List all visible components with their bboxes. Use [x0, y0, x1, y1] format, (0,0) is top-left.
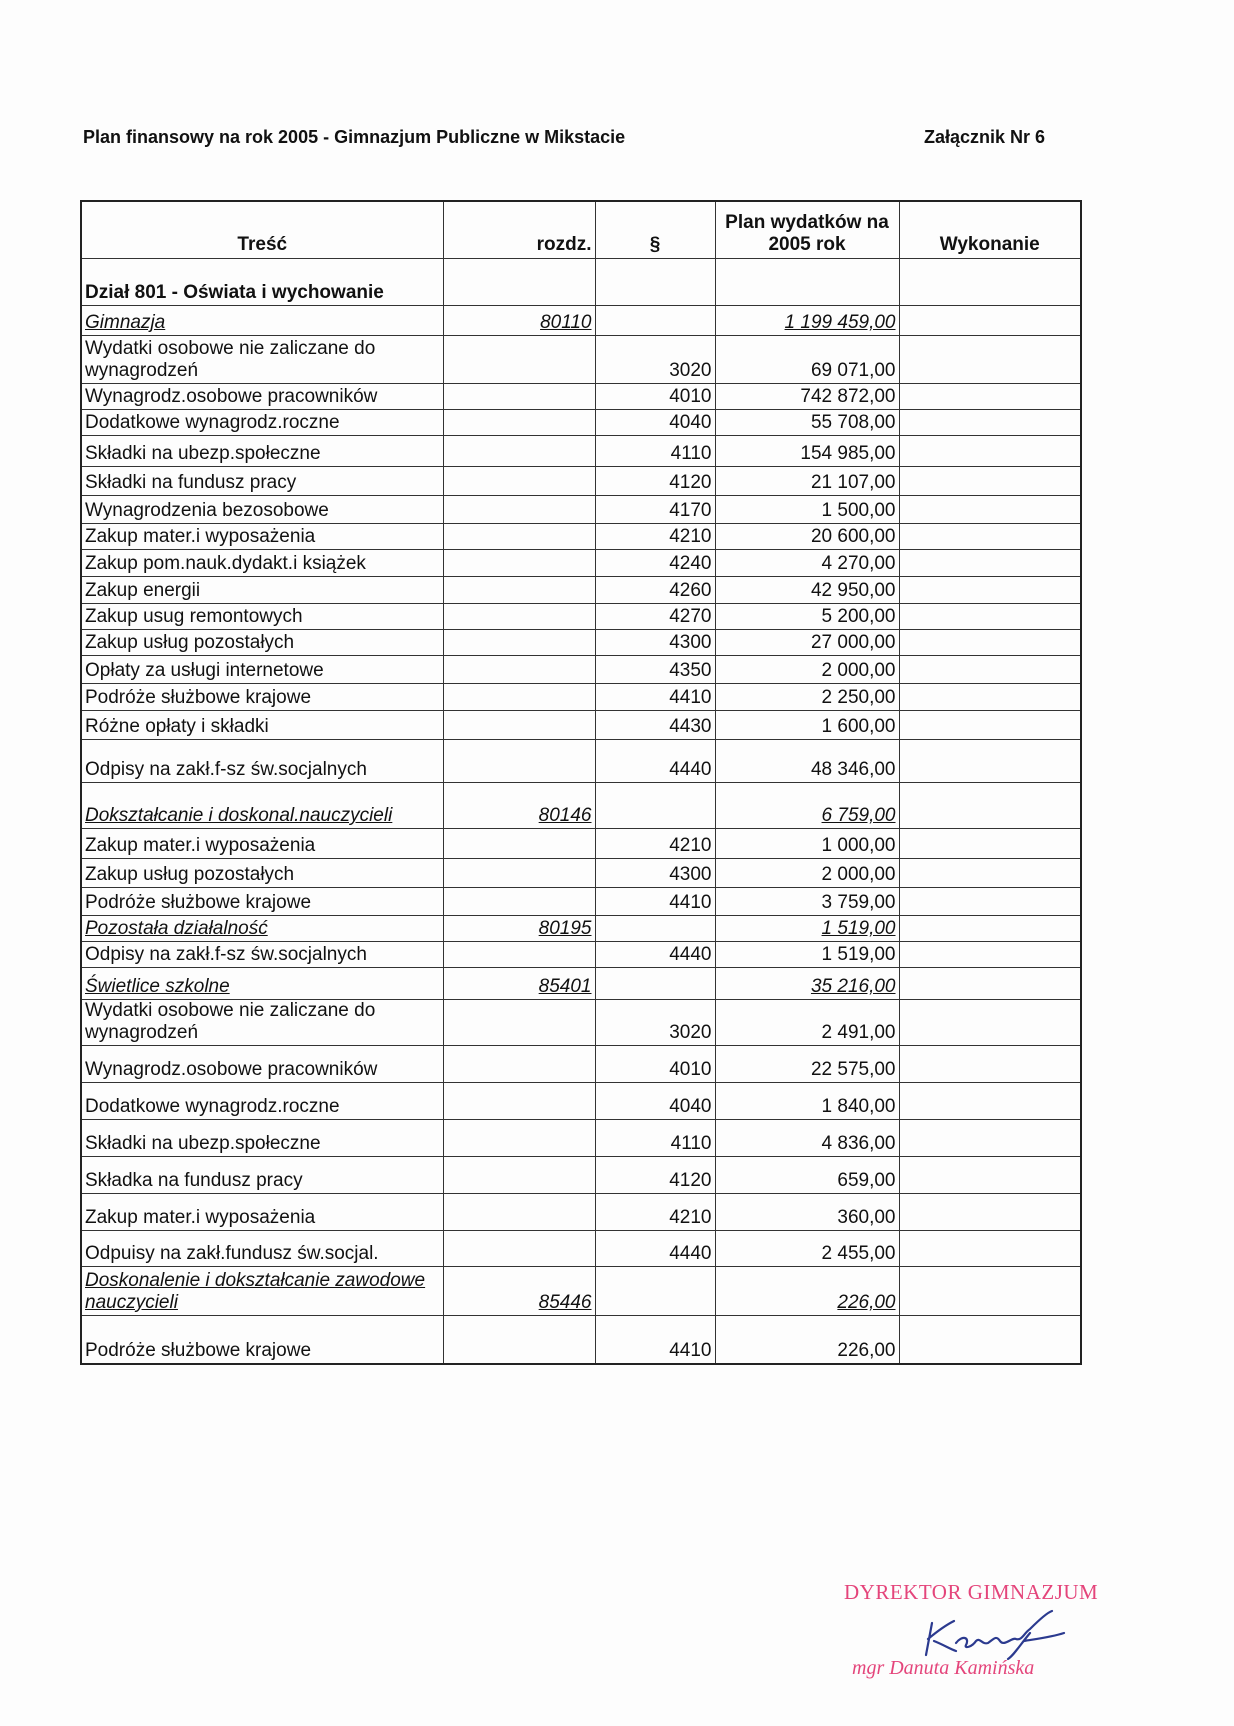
cell-wykonanie — [899, 336, 1081, 384]
cell-rozdz — [443, 259, 595, 306]
cell-plan: 226,00 — [715, 1316, 899, 1364]
cell-wykonanie — [899, 740, 1081, 783]
cell-paragraph: 4010 — [595, 1046, 715, 1083]
cell-wykonanie — [899, 467, 1081, 496]
cell-tresc: Dodatkowe wynagrodz.roczne — [81, 1083, 443, 1120]
cell-plan: 1 840,00 — [715, 1083, 899, 1120]
cell-wykonanie — [899, 1316, 1081, 1364]
cell-plan: 1 199 459,00 — [715, 306, 899, 336]
cell-tresc: Zakup mater.i wyposażenia — [81, 829, 443, 859]
cell-plan: 659,00 — [715, 1157, 899, 1194]
cell-plan: 1 519,00 — [715, 942, 899, 968]
cell-tresc: Dokształcanie i doskonal.nauczycieli — [81, 783, 443, 829]
cell-paragraph — [595, 259, 715, 306]
cell-tresc: Wydatki osobowe nie zaliczane do wynagrodzeń — [81, 1000, 443, 1046]
table-row — [81, 942, 1081, 968]
table-row — [81, 740, 1081, 783]
cell-wykonanie — [899, 1194, 1081, 1231]
cell-rozdz — [443, 711, 595, 740]
cell-paragraph: 4350 — [595, 656, 715, 684]
table-row — [81, 436, 1081, 467]
cell-wykonanie — [899, 577, 1081, 604]
cell-rozdz — [443, 740, 595, 783]
cell-wykonanie — [899, 306, 1081, 336]
director-stamp — [844, 1575, 1144, 1705]
cell-wykonanie — [899, 829, 1081, 859]
table-row — [81, 1316, 1081, 1364]
cell-rozdz — [443, 336, 595, 384]
table-row — [81, 1157, 1081, 1194]
cell-rozdz — [443, 942, 595, 968]
cell-plan: 1 600,00 — [715, 711, 899, 740]
cell-plan — [715, 259, 899, 306]
cell-tresc: Pozostała działalność — [81, 916, 443, 942]
cell-rozdz: 80146 — [443, 783, 595, 829]
cell-rozdz — [443, 888, 595, 916]
cell-tresc: Dział 801 - Oświata i wychowanie — [81, 259, 443, 306]
cell-plan: 21 107,00 — [715, 467, 899, 496]
cell-wykonanie — [899, 1267, 1081, 1316]
cell-plan: 69 071,00 — [715, 336, 899, 384]
cell-rozdz — [443, 496, 595, 524]
table-row — [81, 711, 1081, 740]
financial-plan-table — [80, 200, 1082, 1365]
cell-rozdz: 85401 — [443, 968, 595, 1000]
cell-plan: 20 600,00 — [715, 524, 899, 550]
table-row — [81, 384, 1081, 410]
column-header-wykonanie: Wykonanie — [899, 201, 1081, 259]
cell-tresc: Odpuisy na zakł.fundusz św.socjal. — [81, 1231, 443, 1267]
cell-rozdz — [443, 656, 595, 684]
cell-wykonanie — [899, 1000, 1081, 1046]
cell-wykonanie — [899, 684, 1081, 711]
cell-wykonanie — [899, 1046, 1081, 1083]
cell-tresc: Świetlice szkolne — [81, 968, 443, 1000]
cell-wykonanie — [899, 783, 1081, 829]
cell-paragraph: 4040 — [595, 410, 715, 436]
cell-paragraph: 3020 — [595, 1000, 715, 1046]
cell-paragraph: 4040 — [595, 1083, 715, 1120]
cell-plan: 35 216,00 — [715, 968, 899, 1000]
cell-tresc: Odpisy na zakł.f-sz św.socjalnych — [81, 740, 443, 783]
cell-plan: 1 500,00 — [715, 496, 899, 524]
cell-wykonanie — [899, 1083, 1081, 1120]
cell-tresc: Doskonalenie i dokształcanie zawodowe nauczycieli — [81, 1267, 443, 1316]
table-row — [81, 656, 1081, 684]
column-header-paragraph: § — [595, 201, 715, 259]
cell-paragraph: 4110 — [595, 1120, 715, 1157]
cell-tresc: Zakup mater.i wyposażenia — [81, 1194, 443, 1231]
cell-rozdz — [443, 630, 595, 656]
cell-paragraph: 4010 — [595, 384, 715, 410]
cell-tresc: Opłaty za usługi internetowe — [81, 656, 443, 684]
cell-wykonanie — [899, 942, 1081, 968]
cell-tresc: Zakup usług pozostałych — [81, 630, 443, 656]
cell-paragraph: 4410 — [595, 684, 715, 711]
cell-paragraph — [595, 306, 715, 336]
cell-paragraph: 4300 — [595, 630, 715, 656]
cell-paragraph — [595, 916, 715, 942]
cell-tresc: Gimnazja — [81, 306, 443, 336]
cell-tresc: Podróże służbowe krajowe — [81, 684, 443, 711]
cell-plan: 4 836,00 — [715, 1120, 899, 1157]
cell-rozdz — [443, 829, 595, 859]
cell-wykonanie — [899, 1231, 1081, 1267]
cell-paragraph — [595, 1267, 715, 1316]
cell-paragraph: 4410 — [595, 888, 715, 916]
cell-tresc: Wynagrodz.osobowe pracowników — [81, 384, 443, 410]
cell-tresc: Składki na ubezp.społeczne — [81, 1120, 443, 1157]
cell-plan: 55 708,00 — [715, 410, 899, 436]
table-row — [81, 524, 1081, 550]
cell-tresc: Odpisy na zakł.f-sz św.socjalnych — [81, 942, 443, 968]
cell-paragraph: 4270 — [595, 604, 715, 630]
cell-paragraph — [595, 783, 715, 829]
column-header-tresc: Treść — [81, 201, 443, 259]
cell-plan: 742 872,00 — [715, 384, 899, 410]
cell-rozdz — [443, 436, 595, 467]
cell-rozdz: 85446 — [443, 1267, 595, 1316]
cell-tresc: Zakup mater.i wyposażenia — [81, 524, 443, 550]
table-row — [81, 888, 1081, 916]
cell-tresc: Zakup usług pozostałych — [81, 859, 443, 888]
cell-wykonanie — [899, 859, 1081, 888]
column-header-rozdz: rozdz. — [443, 201, 595, 259]
cell-tresc: Dodatkowe wynagrodz.roczne — [81, 410, 443, 436]
cell-rozdz — [443, 1046, 595, 1083]
cell-plan: 2 000,00 — [715, 859, 899, 888]
cell-rozdz — [443, 467, 595, 496]
cell-plan: 2 491,00 — [715, 1000, 899, 1046]
cell-plan: 4 270,00 — [715, 550, 899, 577]
cell-paragraph: 4210 — [595, 1194, 715, 1231]
cell-wykonanie — [899, 916, 1081, 942]
cell-plan: 6 759,00 — [715, 783, 899, 829]
cell-plan: 3 759,00 — [715, 888, 899, 916]
cell-tresc: Zakup energii — [81, 577, 443, 604]
cell-rozdz — [443, 410, 595, 436]
cell-wykonanie — [899, 259, 1081, 306]
cell-wykonanie — [899, 1157, 1081, 1194]
cell-wykonanie — [899, 1120, 1081, 1157]
cell-plan: 27 000,00 — [715, 630, 899, 656]
cell-rozdz — [443, 1083, 595, 1120]
cell-wykonanie — [899, 410, 1081, 436]
table-body — [81, 259, 1081, 1364]
cell-tresc: Podróże służbowe krajowe — [81, 888, 443, 916]
section-row — [81, 968, 1081, 1000]
cell-plan: 154 985,00 — [715, 436, 899, 467]
cell-paragraph: 4120 — [595, 467, 715, 496]
cell-wykonanie — [899, 656, 1081, 684]
cell-rozdz — [443, 1316, 595, 1364]
cell-wykonanie — [899, 604, 1081, 630]
cell-paragraph: 4300 — [595, 859, 715, 888]
cell-rozdz — [443, 577, 595, 604]
table-row — [81, 829, 1081, 859]
cell-paragraph: 4120 — [595, 1157, 715, 1194]
cell-paragraph: 4210 — [595, 829, 715, 859]
cell-tresc: Składki na fundusz pracy — [81, 467, 443, 496]
cell-plan: 1 000,00 — [715, 829, 899, 859]
cell-rozdz: 80110 — [443, 306, 595, 336]
cell-paragraph — [595, 968, 715, 1000]
cell-tresc: Zakup usug remontowych — [81, 604, 443, 630]
table-row — [81, 1083, 1081, 1120]
cell-tresc: Wydatki osobowe nie zaliczane do wynagrodzeń — [81, 336, 443, 384]
section-row — [81, 306, 1081, 336]
table-row — [81, 1046, 1081, 1083]
cell-plan: 2 455,00 — [715, 1231, 899, 1267]
cell-paragraph: 4260 — [595, 577, 715, 604]
cell-paragraph: 4170 — [595, 496, 715, 524]
page-title: Plan finansowy na rok 2005 - Gimnazjum Publiczne w Mikstacie — [83, 127, 626, 147]
cell-rozdz: 80195 — [443, 916, 595, 942]
cell-rozdz — [443, 1157, 595, 1194]
signature-icon — [904, 1593, 1104, 1663]
cell-wykonanie — [899, 711, 1081, 740]
cell-paragraph: 3020 — [595, 336, 715, 384]
stamp-title: DYREKTOR GIMNAZJUM — [844, 1580, 1099, 1604]
cell-tresc: Składka na fundusz pracy — [81, 1157, 443, 1194]
cell-tresc: Podróże służbowe krajowe — [81, 1316, 443, 1364]
section-row — [81, 783, 1081, 829]
cell-rozdz — [443, 684, 595, 711]
cell-tresc: Wynagrodzenia bezosobowe — [81, 496, 443, 524]
section-row — [81, 916, 1081, 942]
table-row — [81, 1231, 1081, 1267]
cell-plan: 2 250,00 — [715, 684, 899, 711]
cell-rozdz — [443, 1120, 595, 1157]
table-row — [81, 859, 1081, 888]
stamp-name: mgr Danuta Kamińska — [852, 1657, 1035, 1679]
cell-rozdz — [443, 550, 595, 577]
cell-paragraph: 4430 — [595, 711, 715, 740]
cell-wykonanie — [899, 436, 1081, 467]
cell-wykonanie — [899, 496, 1081, 524]
table-row — [81, 1120, 1081, 1157]
cell-rozdz — [443, 859, 595, 888]
cell-plan: 226,00 — [715, 1267, 899, 1316]
cell-tresc: Wynagrodz.osobowe pracowników — [81, 1046, 443, 1083]
table-row — [81, 684, 1081, 711]
cell-rozdz — [443, 604, 595, 630]
cell-paragraph: 4110 — [595, 436, 715, 467]
table-row — [81, 1000, 1081, 1046]
cell-plan: 360,00 — [715, 1194, 899, 1231]
table-row — [81, 550, 1081, 577]
table-row — [81, 467, 1081, 496]
cell-wykonanie — [899, 524, 1081, 550]
cell-paragraph: 4210 — [595, 524, 715, 550]
cell-plan: 48 346,00 — [715, 740, 899, 783]
cell-wykonanie — [899, 550, 1081, 577]
column-header-plan: Plan wydatków na 2005 rok — [715, 201, 899, 259]
cell-plan: 1 519,00 — [715, 916, 899, 942]
section-row — [81, 1267, 1081, 1316]
table-row — [81, 410, 1081, 436]
cell-plan: 22 575,00 — [715, 1046, 899, 1083]
cell-paragraph: 4240 — [595, 550, 715, 577]
cell-plan: 2 000,00 — [715, 656, 899, 684]
cell-paragraph: 4410 — [595, 1316, 715, 1364]
cell-tresc: Zakup pom.nauk.dydakt.i książek — [81, 550, 443, 577]
table-row — [81, 630, 1081, 656]
cell-wykonanie — [899, 384, 1081, 410]
cell-rozdz — [443, 524, 595, 550]
cell-rozdz — [443, 1231, 595, 1267]
table-header-row — [81, 201, 1081, 259]
cell-plan: 5 200,00 — [715, 604, 899, 630]
cell-tresc: Różne opłaty i składki — [81, 711, 443, 740]
cell-paragraph: 4440 — [595, 1231, 715, 1267]
cell-plan: 42 950,00 — [715, 577, 899, 604]
cell-paragraph: 4440 — [595, 740, 715, 783]
table-row — [81, 1194, 1081, 1231]
cell-rozdz — [443, 1000, 595, 1046]
cell-wykonanie — [899, 888, 1081, 916]
division-row — [81, 259, 1081, 306]
table-row — [81, 496, 1081, 524]
cell-tresc: Składki na ubezp.społeczne — [81, 436, 443, 467]
cell-rozdz — [443, 1194, 595, 1231]
cell-wykonanie — [899, 968, 1081, 1000]
cell-paragraph: 4440 — [595, 942, 715, 968]
table-row — [81, 336, 1081, 384]
cell-wykonanie — [899, 630, 1081, 656]
cell-rozdz — [443, 384, 595, 410]
table-row — [81, 604, 1081, 630]
table-row — [81, 577, 1081, 604]
attachment-label: Załącznik Nr 6 — [924, 127, 1046, 147]
